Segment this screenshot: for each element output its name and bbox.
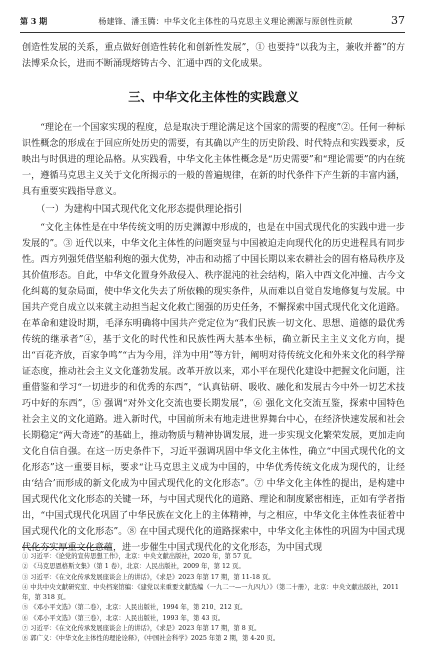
header-rule bbox=[20, 32, 405, 33]
paragraph: “理论在一个国家实现的程度，总是取决于理论满足这个国家的需要的程度”②。任何一种标识性概念的形成在于回应所处历史的需要，有其确以产生的历史阶段、时代特点和实践要求，反映出与时俱进的理论品格。从实践看，中华文化主体性概念是“历史需要”和“理论需要”的内在统一，遵循马克思主义关于文化所揭示的一般的普遍规律，在新的时代条件下产生新的丰富内涵，具有重要实践指导意义。 bbox=[22, 123, 405, 197]
running-header bbox=[20, 14, 405, 30]
running-title: 杨建锋、潘玉腾：中华文化主体性的马克思主义理论溯源与原创性贡献 bbox=[98, 17, 353, 26]
paragraph: “文化主体性是在中华传统文明的历史渊源中形成的，也是在中国式现代化的实践中进一步发展的”。③ 近代以来，中华文化主体性的问题突显与中国被迫走向现代化的历史进程具有同步性。西方列强凭借坚船利炮的强大优势，冲击和动摇了中国长期以来农耕社会的固有格局秩序及其价值形态。自此，中华文化置身外敌侵入、秩序混沌的社会结构，陷入中西文化冲撞、古今文化纠葛的复杂局面，使中华文化失去了所依赖的现实条件，从而难以自觉自发地修复与发展。中国共产党自成立以来就主动担当起文化救亡图强的历史任务，不懈探索中国式现代化文化道路。在革命和建设时期，毛泽东明确将中国共产党定位为“我们民族一切文化、思想、道德的最优秀传统的继承者”④，基于文化的时代性和民族性两大基本坐标，确立新民主主义文化方向，提出“百花齐放，百家争鸣”“古为今用，洋为中用”等方针，阐明对待传统文化和外来文化的科学辩证态度，推动社会主义文化蓬勃发展。改革开放以来，邓小平在现代化建设中把握文化问题，注重借鉴和学习“一切进步的和优秀的东西”，“认真钻研、吸收、融化和发展古今中外一切艺术技巧中好的东西”，⑤ 强调“对外文化交流也要长期发展”，⑥ 强化文化交流互鉴，探索中国特色社会主义的文化道路。进入新时代，中国前所未有地走进世界舞台中心，在经济快速发展和社会长期稳定“两大奇迹”的基础上，推动物质与精神协调发展，进一步实现文化繁荣发展，更加走向文化自信自强。在这一历史条件下，习近平强调巩固中华文化主体性，确立“中国式现代化的文化形态”这一重要目标，要求“让马克思主义成为中国的，中华优秀传统文化成为现代的，让经由‘结合’而形成的新文化成为中国式现代化的文化形态”。⑦ 中华文化主体性的提出，是构建中国式现代化文化形态的关键一环，与中国式现代化的道路、理论和制度紧密相连，正如有学者指出，“中国式现代化巩固了中华民族在文化上的主体精神，与之相应，中华文化主体性表征着中国式现代化的文化形态”。⑧ 在中国式现代化的道路探索中，中华文化主体性的巩固为中国式现代化夯实厚重文化意蕴，进一步催生中国式现代化的文化形态，为中国式现 bbox=[22, 223, 405, 553]
footnote: ⑤ 《邓小平文选》（第二卷），北京：人民出版社，1994 年，第 210、212 页。 bbox=[22, 604, 247, 612]
page-number: 37 bbox=[391, 14, 405, 27]
footnotes bbox=[22, 552, 405, 645]
footnote: ② 《马克思恩格斯文集》（第 1 卷），北京：人民出版社，2009 年，第 12 页。 bbox=[22, 563, 245, 571]
footnote-rule bbox=[22, 547, 112, 548]
footnote: ⑧ 郭广义：《中华文化主体性的理论诠释》，《中国社会科学》2025 年第 2 期，第 4-20 页。 bbox=[22, 635, 280, 643]
footnote: ④ 中共中央文献研究室、中央档案馆编：《建党以来重要文献选编（一九二一—一九四九）》（第二十册），北京：中央文献出版社，2011 年，第 318 页。 bbox=[22, 583, 399, 602]
footnote: ⑦ 习近平：《在文化传承发展座谈会上的讲话》，《求是》2023 年第 17 期，第 8 页。 bbox=[22, 625, 261, 633]
footnote: ③ 习近平：《在文化传承发展座谈会上的讲话》，《求是》2023 年第 17 期，第 11-18 页。 bbox=[22, 573, 275, 581]
issue-label: 第 3 期 bbox=[20, 16, 48, 26]
body-text bbox=[22, 40, 405, 556]
section-heading: 三、中华文化主体性的实践意义 bbox=[128, 90, 299, 104]
footnote: ① 习近平：《论党的宣传思想工作》，北京：中央文献出版社，2020 年，第 57 页。 bbox=[22, 553, 256, 560]
footnote: ⑥ 《邓小平文选》（第三卷），北京：人民出版社，1993 年，第 43 页。 bbox=[22, 614, 225, 622]
paragraph: 创造性发展的关系，重点做好创造性转化和创新性发展”，① 也要持“以我为主，兼收并蓄”的方法博采众长，进而不断涌现熔铸古今、汇通中西的文化成果。 bbox=[22, 43, 405, 69]
subsection-heading: （一）为建构中国式现代化文化形态提供理论指引 bbox=[36, 204, 243, 215]
